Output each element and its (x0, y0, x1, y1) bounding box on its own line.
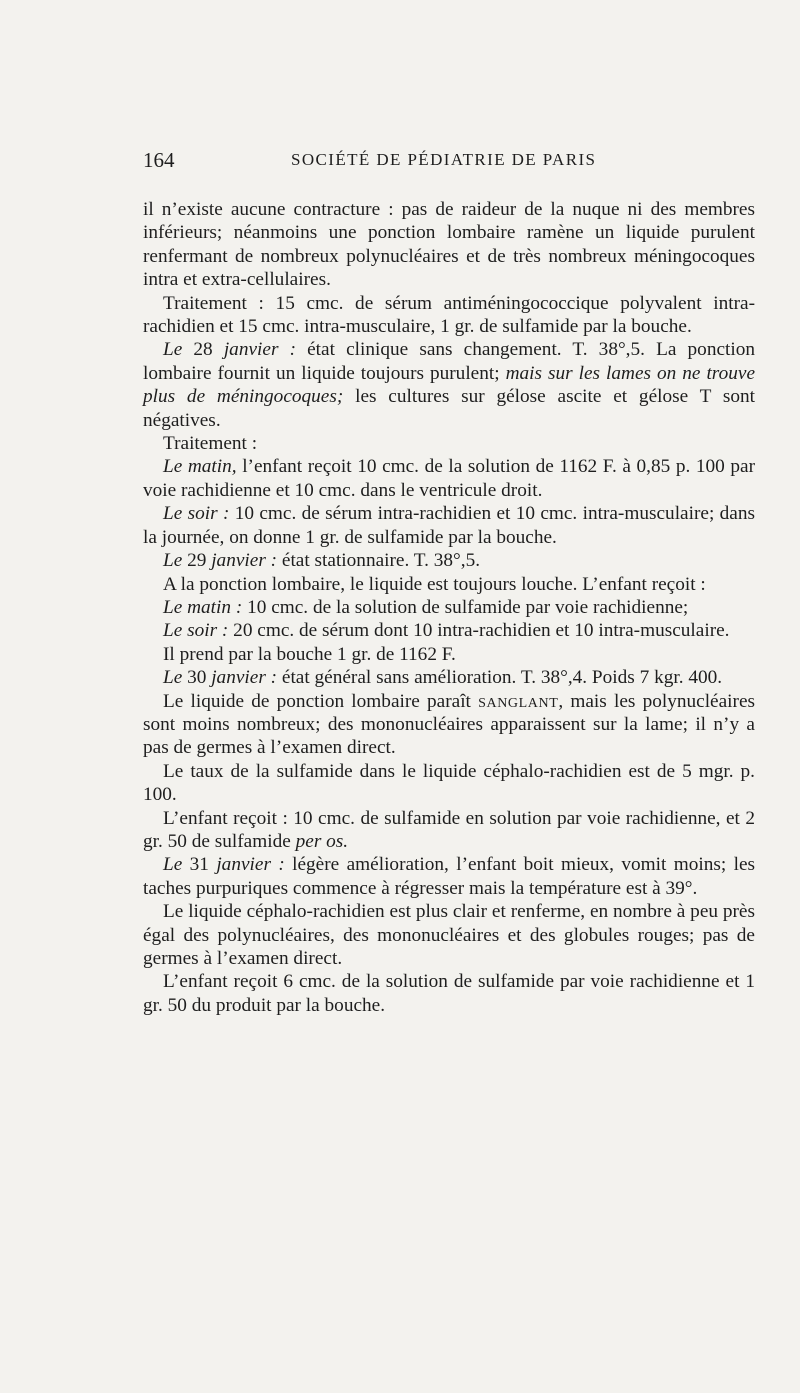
date-label: Le (163, 550, 183, 572)
paragraph (143, 596, 755, 619)
paragraph-text: état stationnaire. T. 38°,5. (277, 550, 481, 572)
time-label: Le soir : (163, 620, 229, 642)
paragraph: Le taux de la sulfamide dans le liquide céphalo-rachidien est de 5 mgr. p. 100. (143, 760, 755, 806)
paragraph-text: l’enfant reçoit 10 cmc. de la solution de 1162 F. à 0,85 p. 100 par voie rachidienne et 10 cmc. dans le ventricule droit. (143, 456, 755, 501)
date-month: janvier : (223, 339, 296, 361)
date-label: Le (163, 854, 183, 876)
date-number: 31 (182, 854, 217, 876)
paragraph: L’enfant reçoit 6 cmc. de la solution de sulfamide par voie rachidienne et 1 gr. 50 du produit par la bouche. (143, 971, 755, 1016)
paragraph (143, 807, 755, 854)
body-text (143, 198, 755, 1017)
small-caps-text: sanglant (478, 690, 559, 712)
paragraph-text: 10 cmc. de sérum intra-rachidien et 10 cmc. intra-musculaire; dans la journée, on donne 1 gr. de sulfamide par la bouche. (143, 503, 755, 548)
emphasis-text: mais sur les lames on ne trouve plus de méningocoques; (143, 362, 755, 408)
date-month: janvier : (216, 854, 285, 876)
paragraph: il n’existe aucune contracture : pas de raideur de la nuque ni des membres inférieurs; néanmoins une ponction lombaire ramène un liquide purulent renfermant de nombreux polynucléaires et de très nombreux méningocoques intra et extra-cellulaires. (143, 199, 755, 291)
time-label: Le soir : (163, 503, 230, 525)
paragraph-text: Le liquide de ponction lombaire paraît (163, 690, 479, 712)
paragraph-text: L’enfant reçoit : 10 cmc. de sulfamide en solution par voie rachidienne, et 2 gr. 50 de sulfamide (143, 807, 755, 852)
paragraph-text: état général sans amélioration. T. 38°,4. Poids 7 kgr. 400. (277, 667, 723, 689)
paragraph: A la ponction lombaire, le liquide est toujours louche. L’enfant reçoit : (163, 573, 706, 595)
paragraph-text: 10 cmc. de la solution de sulfamide par voie rachidienne; (242, 596, 689, 618)
date-number: 28 (182, 339, 224, 361)
paragraph (143, 338, 755, 432)
date-label: Le (163, 667, 183, 689)
paragraph (143, 619, 755, 642)
paragraph (143, 455, 755, 502)
paragraph-text: , mais les polynucléaires sont moins nombreux; des mononucléaires apparaissent sur la lame; il n’y a pas de germes à l’examen direct. (143, 690, 756, 759)
date-number: 30 (182, 667, 212, 689)
date-label: Le (163, 339, 183, 361)
date-month: janvier : (211, 550, 278, 572)
emphasis-text: per os. (295, 830, 349, 852)
page-number: 164 (143, 148, 175, 172)
paragraph-text: état clinique sans changement. T. 38°,5. La ponction lombaire fournit un liquide toujours purulent; (143, 339, 756, 384)
paragraph: Traitement : 15 cmc. de sérum antiméningococcique polyvalent intra-rachidien et 15 cmc. intra-musculaire, 1 gr. de sulfamide par la bouche. (143, 292, 755, 338)
paragraph (143, 853, 755, 900)
paragraph-text: 20 cmc. de sérum dont 10 intra-rachidien et 10 intra-musculaire. (228, 620, 730, 642)
paragraph (143, 549, 755, 572)
time-label: Le matin : (163, 596, 243, 618)
paragraph (143, 502, 755, 549)
page-header (143, 148, 755, 178)
paragraph: Le liquide céphalo-rachidien est plus clair et renferme, en nombre à peu près égal des polynucléaires, des mononucléaires et des globules rouges; pas de germes à l’examen direct. (143, 901, 755, 969)
paragraph (143, 690, 755, 760)
date-month: janvier : (211, 667, 278, 689)
date-number: 29 (182, 550, 212, 572)
time-label: Le matin, (163, 456, 237, 478)
paragraph-text: les cultures sur gélose ascite et gélose T sont négatives. (143, 386, 755, 431)
paragraph-text: légère amélioration, l’enfant boit mieux, vomit moins; les taches purpuriques commence à régresser mais la température est à 39°. (143, 854, 756, 899)
paragraph (143, 666, 755, 689)
paragraph: Traitement : (163, 433, 258, 455)
running-title: SOCIÉTÉ DE PÉDIATRIE DE PARIS (291, 150, 597, 169)
paragraph: Il prend par la bouche 1 gr. de 1162 F. (163, 643, 456, 665)
